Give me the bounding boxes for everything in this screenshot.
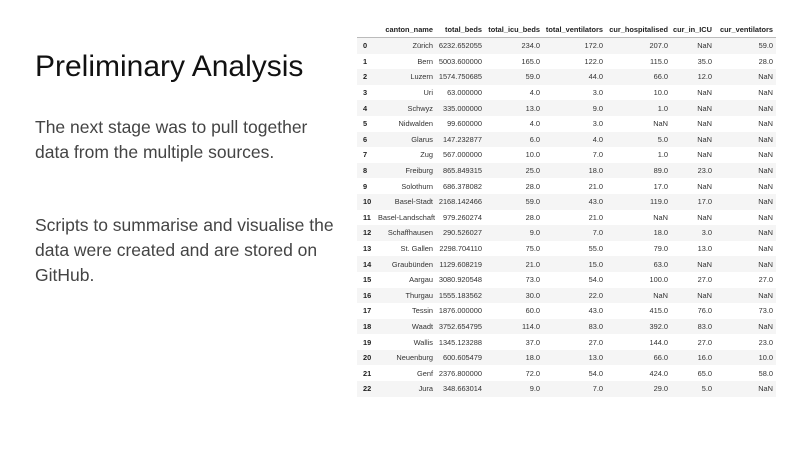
table-cell: 43.0	[588, 197, 603, 207]
table-row	[357, 85, 776, 101]
table-row	[357, 194, 776, 210]
table-cell: 3.0	[701, 228, 712, 238]
table-row	[357, 178, 776, 194]
table-cell: 73.0	[758, 306, 773, 316]
table-row	[357, 303, 776, 319]
table-cell: 7.0	[592, 384, 603, 394]
table-cell: 59.0	[525, 197, 540, 207]
table-cell: 99.600000	[447, 119, 482, 129]
table-cell: 1129.608219	[439, 259, 482, 269]
table-cell: 1.0	[657, 103, 668, 113]
table-cell: 207.0	[649, 41, 668, 51]
table-cell: NaN	[758, 103, 773, 113]
row-index: 11	[363, 212, 371, 222]
table-cell: 27.0	[588, 337, 603, 347]
table-cell: 5.0	[701, 384, 712, 394]
column-header: total_icu_beds	[485, 21, 543, 38]
table-cell: 21.0	[588, 212, 603, 222]
table-row	[357, 334, 776, 350]
table-cell: NaN	[758, 166, 773, 176]
table-cell: 63.000000	[447, 88, 482, 98]
column-header: total_beds	[436, 21, 485, 38]
table-cell: 122.0	[584, 56, 603, 66]
column-header: cur_in_ICU	[671, 21, 715, 38]
table-cell: 600.605479	[442, 353, 482, 363]
table-cell: 100.0	[649, 275, 668, 285]
table-row	[357, 100, 776, 116]
table-cell: NaN	[697, 41, 712, 51]
table-cell: 22.0	[588, 290, 603, 300]
table-cell: 979.260274	[442, 212, 482, 222]
row-index: 13	[363, 244, 372, 254]
table-cell: Nidwalden	[398, 119, 433, 129]
table-cell: Jura	[418, 384, 433, 394]
row-index: 21	[363, 368, 372, 378]
table-cell: NaN	[758, 244, 773, 254]
table-row	[357, 132, 776, 148]
table-cell: Uri	[423, 88, 433, 98]
table-cell: NaN	[758, 321, 773, 331]
table-cell: 2168.142466	[438, 197, 482, 207]
table-cell: 13.0	[588, 353, 603, 363]
table-cell: 9.0	[592, 103, 603, 113]
table-header-row	[357, 21, 776, 38]
table-cell: Solothurn	[401, 181, 433, 191]
table-cell: 4.0	[529, 88, 540, 98]
row-index: 15	[363, 275, 372, 285]
row-index: 9	[363, 181, 368, 191]
table-cell: 3.0	[592, 88, 603, 98]
table-cell: 28.0	[525, 181, 540, 191]
table-cell: NaN	[758, 384, 773, 394]
table-row	[357, 350, 776, 366]
row-index: 17	[363, 306, 372, 316]
table-cell: 21.0	[525, 259, 540, 269]
table-cell: 59.0	[758, 41, 773, 51]
table-cell: 567.000000	[442, 150, 482, 160]
table-cell: 83.0	[588, 321, 603, 331]
table-cell: NaN	[758, 228, 773, 238]
table-cell: Aargau	[409, 275, 433, 285]
table-cell: NaN	[697, 119, 712, 129]
table-cell: NaN	[758, 150, 773, 160]
table-cell: 15.0	[588, 259, 603, 269]
row-index: 22	[363, 384, 372, 394]
row-index: 8	[363, 166, 368, 176]
table-cell: St. Gallen	[400, 244, 433, 254]
table-cell: 1555.183562	[438, 290, 482, 300]
table-cell: 1574.750685	[438, 72, 482, 82]
table-cell: 172.0	[584, 41, 603, 51]
row-index: 6	[363, 134, 368, 144]
table-cell: 83.0	[697, 321, 712, 331]
slide-paragraph: Scripts to summarise and visualise the data were created and are stored on GitHub.	[35, 215, 334, 285]
table-cell: NaN	[697, 103, 712, 113]
table-cell: NaN	[758, 197, 773, 207]
table-cell: 115.0	[650, 56, 668, 66]
table-cell: 30.0	[525, 290, 540, 300]
table-cell: 44.0	[588, 72, 603, 82]
table-cell: 66.0	[653, 353, 668, 363]
column-header	[357, 21, 378, 38]
table-cell: NaN	[758, 72, 773, 82]
table-cell: NaN	[758, 259, 773, 269]
table-cell: 75.0	[525, 244, 540, 254]
table-cell: NaN	[697, 88, 712, 98]
table-cell: 1876.000000	[438, 306, 482, 316]
table-cell: NaN	[758, 181, 773, 191]
table-cell: 18.0	[525, 353, 540, 363]
table-cell: 119.0	[650, 197, 668, 207]
table-cell: NaN	[758, 212, 773, 222]
table-row	[357, 210, 776, 226]
table-row	[357, 163, 776, 179]
table-cell: 10.0	[525, 150, 540, 160]
table-row	[357, 272, 776, 288]
table-cell: NaN	[653, 212, 668, 222]
table-cell: 3080.920548	[438, 275, 482, 285]
table-cell: 54.0	[588, 275, 603, 285]
table-cell: 5003.600000	[438, 56, 482, 66]
table-cell: 37.0	[525, 337, 540, 347]
table-cell: 89.0	[653, 166, 668, 176]
table-cell: 4.0	[592, 134, 603, 144]
table-cell: 28.0	[758, 56, 773, 66]
table-cell: NaN	[653, 290, 668, 300]
table-cell: 55.0	[588, 244, 603, 254]
table-cell: 63.0	[653, 259, 668, 269]
table-cell: Thurgau	[405, 290, 433, 300]
row-index: 16	[363, 290, 372, 300]
row-index: 18	[363, 321, 372, 331]
table-cell: 9.0	[529, 228, 540, 238]
table-cell: 10.0	[758, 353, 773, 363]
table-cell: 72.0	[525, 368, 540, 378]
row-index: 14	[363, 259, 372, 269]
table-cell: NaN	[758, 290, 773, 300]
table-cell: 392.0	[649, 321, 668, 331]
table-cell: 25.0	[525, 166, 540, 176]
column-header: cur_ventilators	[715, 21, 776, 38]
table-cell: 13.0	[525, 103, 540, 113]
table-row	[357, 256, 776, 272]
table-row	[357, 54, 776, 70]
table-cell: NaN	[758, 88, 773, 98]
table-row	[357, 38, 776, 54]
table-cell: 415.0	[649, 306, 668, 316]
row-index: 10	[363, 197, 372, 207]
table-cell: Luzern	[410, 72, 433, 82]
table-cell: 348.663014	[442, 384, 482, 394]
table-cell: 21.0	[588, 181, 603, 191]
table-cell: Graubünden	[391, 259, 433, 269]
table-cell: 23.0	[758, 337, 773, 347]
table-cell: 290.526027	[442, 228, 482, 238]
table-row	[357, 147, 776, 163]
table-cell: 28.0	[525, 212, 540, 222]
table-cell: NaN	[653, 119, 668, 129]
table-cell: 16.0	[697, 353, 712, 363]
table-row	[357, 319, 776, 335]
table-row	[357, 365, 776, 381]
table-cell: NaN	[758, 134, 773, 144]
table-row	[357, 288, 776, 304]
row-index: 3	[363, 88, 368, 98]
table-cell: 686.378082	[442, 181, 482, 191]
table-cell: NaN	[758, 119, 773, 129]
table-row	[357, 241, 776, 257]
table-cell: Schaffhausen	[387, 228, 433, 238]
table-cell: Waadt	[411, 321, 433, 331]
table-cell: 144.0	[649, 337, 668, 347]
table-cell: 58.0	[758, 368, 773, 378]
column-header: total_ventilators	[543, 21, 606, 38]
table-cell: NaN	[697, 134, 712, 144]
table-row	[357, 381, 776, 397]
table-cell: 7.0	[592, 228, 603, 238]
table-cell: Tessin	[412, 306, 433, 316]
table-cell: 54.0	[588, 368, 603, 378]
table-cell: 13.0	[697, 244, 712, 254]
table-cell: 18.0	[653, 228, 668, 238]
table-cell: Schwyz	[407, 103, 433, 113]
table-cell: Basel-Landschaft	[378, 212, 436, 222]
table-cell: 35.0	[697, 56, 712, 66]
table-cell: Zürich	[412, 41, 433, 51]
table-cell: 335.000000	[442, 103, 482, 113]
table-row	[357, 116, 776, 132]
table-cell: 43.0	[588, 306, 603, 316]
dataframe-table	[357, 21, 776, 397]
table-cell: 27.0	[697, 275, 712, 285]
table-cell: 865.849315	[442, 166, 482, 176]
table-cell: 23.0	[697, 166, 712, 176]
row-index: 1	[363, 56, 368, 66]
table-cell: 12.0	[697, 72, 712, 82]
table-cell: 234.0	[521, 41, 540, 51]
table-cell: NaN	[697, 259, 712, 269]
table-cell: 27.0	[758, 275, 773, 285]
table-cell: 1.0	[657, 150, 668, 160]
slide-paragraph: The next stage was to pull together data from the multiple sources.	[35, 117, 308, 162]
row-index: 2	[363, 72, 368, 82]
table-cell: 3.0	[592, 119, 603, 129]
table-cell: Freiburg	[405, 166, 433, 176]
row-index: 4	[363, 103, 368, 113]
table-cell: 59.0	[525, 72, 540, 82]
table-cell: 9.0	[529, 384, 540, 394]
table-cell: 147.232877	[442, 134, 482, 144]
table-cell: Wallis	[413, 337, 433, 347]
table-cell: 5.0	[657, 134, 668, 144]
column-header: canton_name	[378, 21, 436, 38]
table-cell: NaN	[697, 290, 712, 300]
table-cell: Zug	[420, 150, 433, 160]
table-cell: Basel-Stadt	[394, 197, 433, 207]
row-index: 5	[363, 119, 368, 129]
row-index: 0	[363, 41, 368, 51]
table-cell: 17.0	[697, 197, 712, 207]
table-cell: 2298.704110	[439, 244, 482, 254]
table-cell: 76.0	[697, 306, 712, 316]
table-cell: 79.0	[653, 244, 668, 254]
table-cell: Bern	[417, 56, 433, 66]
row-index: 12	[363, 228, 372, 238]
table-cell: 65.0	[697, 368, 712, 378]
row-index: 19	[363, 337, 372, 347]
table-cell: 29.0	[653, 384, 668, 394]
table-cell: 66.0	[653, 72, 668, 82]
table-cell: 424.0	[649, 368, 668, 378]
table-cell: 17.0	[653, 181, 668, 191]
table-cell: 10.0	[653, 88, 668, 98]
table-cell: 73.0	[525, 275, 540, 285]
table-body	[357, 38, 776, 397]
table-cell: 165.0	[521, 56, 540, 66]
table-cell: 18.0	[588, 166, 603, 176]
row-index: 20	[363, 353, 372, 363]
table-cell: 27.0	[697, 337, 712, 347]
table-cell: 7.0	[592, 150, 603, 160]
table-cell: 114.0	[522, 321, 540, 331]
table-cell: NaN	[697, 181, 712, 191]
table-cell: 3752.654795	[438, 321, 482, 331]
table-cell: Neuenburg	[396, 353, 433, 363]
table-cell: 2376.800000	[438, 368, 482, 378]
column-header: cur_hospitalised	[606, 21, 671, 38]
table-cell: 6232.652055	[438, 41, 482, 51]
table-cell: Genf	[416, 368, 433, 378]
table-row	[357, 69, 776, 85]
slide-title: Preliminary Analysis	[35, 50, 304, 83]
table-cell: Glarus	[411, 134, 433, 144]
table-cell: 6.0	[529, 134, 540, 144]
table-cell: NaN	[697, 150, 712, 160]
table-cell: 1345.123288	[438, 337, 482, 347]
table-row	[357, 225, 776, 241]
table-cell: 4.0	[529, 119, 540, 129]
table-cell: 60.0	[525, 306, 540, 316]
table-cell: NaN	[697, 212, 712, 222]
row-index: 7	[363, 150, 368, 160]
